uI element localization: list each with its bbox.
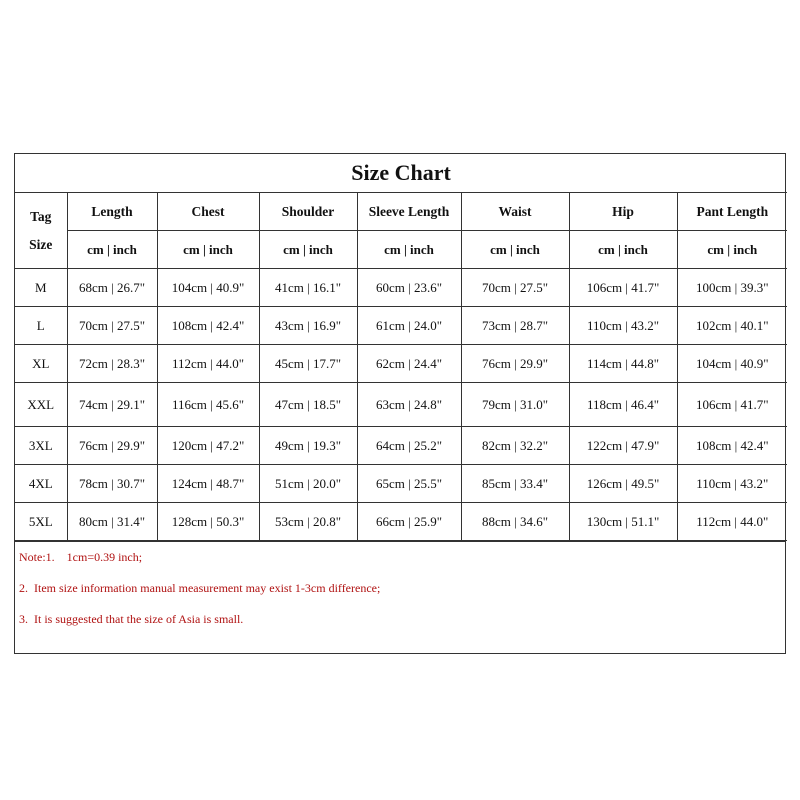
size-label: Size <box>29 236 53 252</box>
measurement-cell: 130cm | 51.1" <box>569 503 677 541</box>
measurement-cell: 70cm | 27.5" <box>461 269 569 307</box>
measurement-cell: 66cm | 25.9" <box>357 503 461 541</box>
measurement-cell: 73cm | 28.7" <box>461 307 569 345</box>
measurement-cell: 102cm | 40.1" <box>677 307 787 345</box>
measurement-cell: 47cm | 18.5" <box>259 383 357 427</box>
column-header-sleeve-length: Sleeve Length <box>357 193 461 231</box>
note-line: Note:1. 1cm=0.39 inch; <box>19 550 143 564</box>
unit-label: cm | inch <box>157 231 259 269</box>
unit-label: cm | inch <box>67 231 157 269</box>
table-row <box>15 465 787 503</box>
measurement-cell: 122cm | 47.9" <box>569 427 677 465</box>
measurement-cell: 41cm | 16.1" <box>259 269 357 307</box>
size-cell: 5XL <box>15 503 67 541</box>
measurement-cell: 53cm | 20.8" <box>259 503 357 541</box>
table-row <box>15 383 787 427</box>
size-cell: 3XL <box>15 427 67 465</box>
tag-size-header <box>15 193 67 269</box>
measurement-cell: 65cm | 25.5" <box>357 465 461 503</box>
measurement-cell: 112cm | 44.0" <box>677 503 787 541</box>
measurement-cell: 110cm | 43.2" <box>569 307 677 345</box>
table-row <box>15 345 787 383</box>
column-header-waist: Waist <box>461 193 569 231</box>
unit-label: cm | inch <box>461 231 569 269</box>
measurement-cell: 63cm | 24.8" <box>357 383 461 427</box>
tag-label: Tag <box>30 208 52 224</box>
measurement-cell: 72cm | 28.3" <box>67 345 157 383</box>
measurement-cell: 106cm | 41.7" <box>677 383 787 427</box>
size-cell: XXL <box>15 383 67 427</box>
measurement-cell: 116cm | 45.6" <box>157 383 259 427</box>
unit-label: cm | inch <box>569 231 677 269</box>
table-row <box>15 269 787 307</box>
measurement-cell: 126cm | 49.5" <box>569 465 677 503</box>
measurement-cell: 43cm | 16.9" <box>259 307 357 345</box>
column-header-chest: Chest <box>157 193 259 231</box>
measurement-cell: 62cm | 24.4" <box>357 345 461 383</box>
unit-label: cm | inch <box>357 231 461 269</box>
column-header-length: Length <box>67 193 157 231</box>
size-cell: M <box>15 269 67 307</box>
size-cell: 4XL <box>15 465 67 503</box>
size-cell: XL <box>15 345 67 383</box>
size-chart <box>14 153 786 654</box>
notes <box>15 541 785 653</box>
measurement-cell: 112cm | 44.0" <box>157 345 259 383</box>
chart-title: Size Chart <box>15 154 787 193</box>
measurement-cell: 88cm | 34.6" <box>461 503 569 541</box>
measurement-cell: 79cm | 31.0" <box>461 383 569 427</box>
measurement-cell: 61cm | 24.0" <box>357 307 461 345</box>
column-header-shoulder: Shoulder <box>259 193 357 231</box>
measurement-cell: 45cm | 17.7" <box>259 345 357 383</box>
note-line: 2. Item size information manual measurement may exist 1-3cm difference; <box>19 581 381 595</box>
table-row <box>15 307 787 345</box>
measurement-cell: 104cm | 40.9" <box>677 345 787 383</box>
measurement-cell: 118cm | 46.4" <box>569 383 677 427</box>
table-row <box>15 503 787 541</box>
measurement-cell: 70cm | 27.5" <box>67 307 157 345</box>
measurement-cell: 110cm | 43.2" <box>677 465 787 503</box>
measurement-cell: 85cm | 33.4" <box>461 465 569 503</box>
measurement-cell: 108cm | 42.4" <box>677 427 787 465</box>
measurement-cell: 106cm | 41.7" <box>569 269 677 307</box>
measurement-cell: 64cm | 25.2" <box>357 427 461 465</box>
measurement-cell: 76cm | 29.9" <box>461 345 569 383</box>
measurement-cell: 108cm | 42.4" <box>157 307 259 345</box>
measurement-cell: 114cm | 44.8" <box>569 345 677 383</box>
measurement-cell: 60cm | 23.6" <box>357 269 461 307</box>
measurement-cell: 68cm | 26.7" <box>67 269 157 307</box>
measurement-cell: 120cm | 47.2" <box>157 427 259 465</box>
unit-label: cm | inch <box>259 231 357 269</box>
unit-label: cm | inch <box>677 231 787 269</box>
measurement-cell: 100cm | 39.3" <box>677 269 787 307</box>
measurement-cell: 80cm | 31.4" <box>67 503 157 541</box>
measurement-cell: 128cm | 50.3" <box>157 503 259 541</box>
size-table <box>15 154 787 541</box>
table-row <box>15 427 787 465</box>
column-header-pant-length: Pant Length <box>677 193 787 231</box>
measurement-cell: 82cm | 32.2" <box>461 427 569 465</box>
measurement-cell: 76cm | 29.9" <box>67 427 157 465</box>
measurement-cell: 78cm | 30.7" <box>67 465 157 503</box>
measurement-cell: 104cm | 40.9" <box>157 269 259 307</box>
measurement-cell: 49cm | 19.3" <box>259 427 357 465</box>
size-rows <box>15 269 787 541</box>
measurement-cell: 74cm | 29.1" <box>67 383 157 427</box>
column-header-hip: Hip <box>569 193 677 231</box>
measurement-cell: 124cm | 48.7" <box>157 465 259 503</box>
size-cell: L <box>15 307 67 345</box>
note-line: 3. It is suggested that the size of Asia is small. <box>19 612 244 626</box>
measurement-cell: 51cm | 20.0" <box>259 465 357 503</box>
